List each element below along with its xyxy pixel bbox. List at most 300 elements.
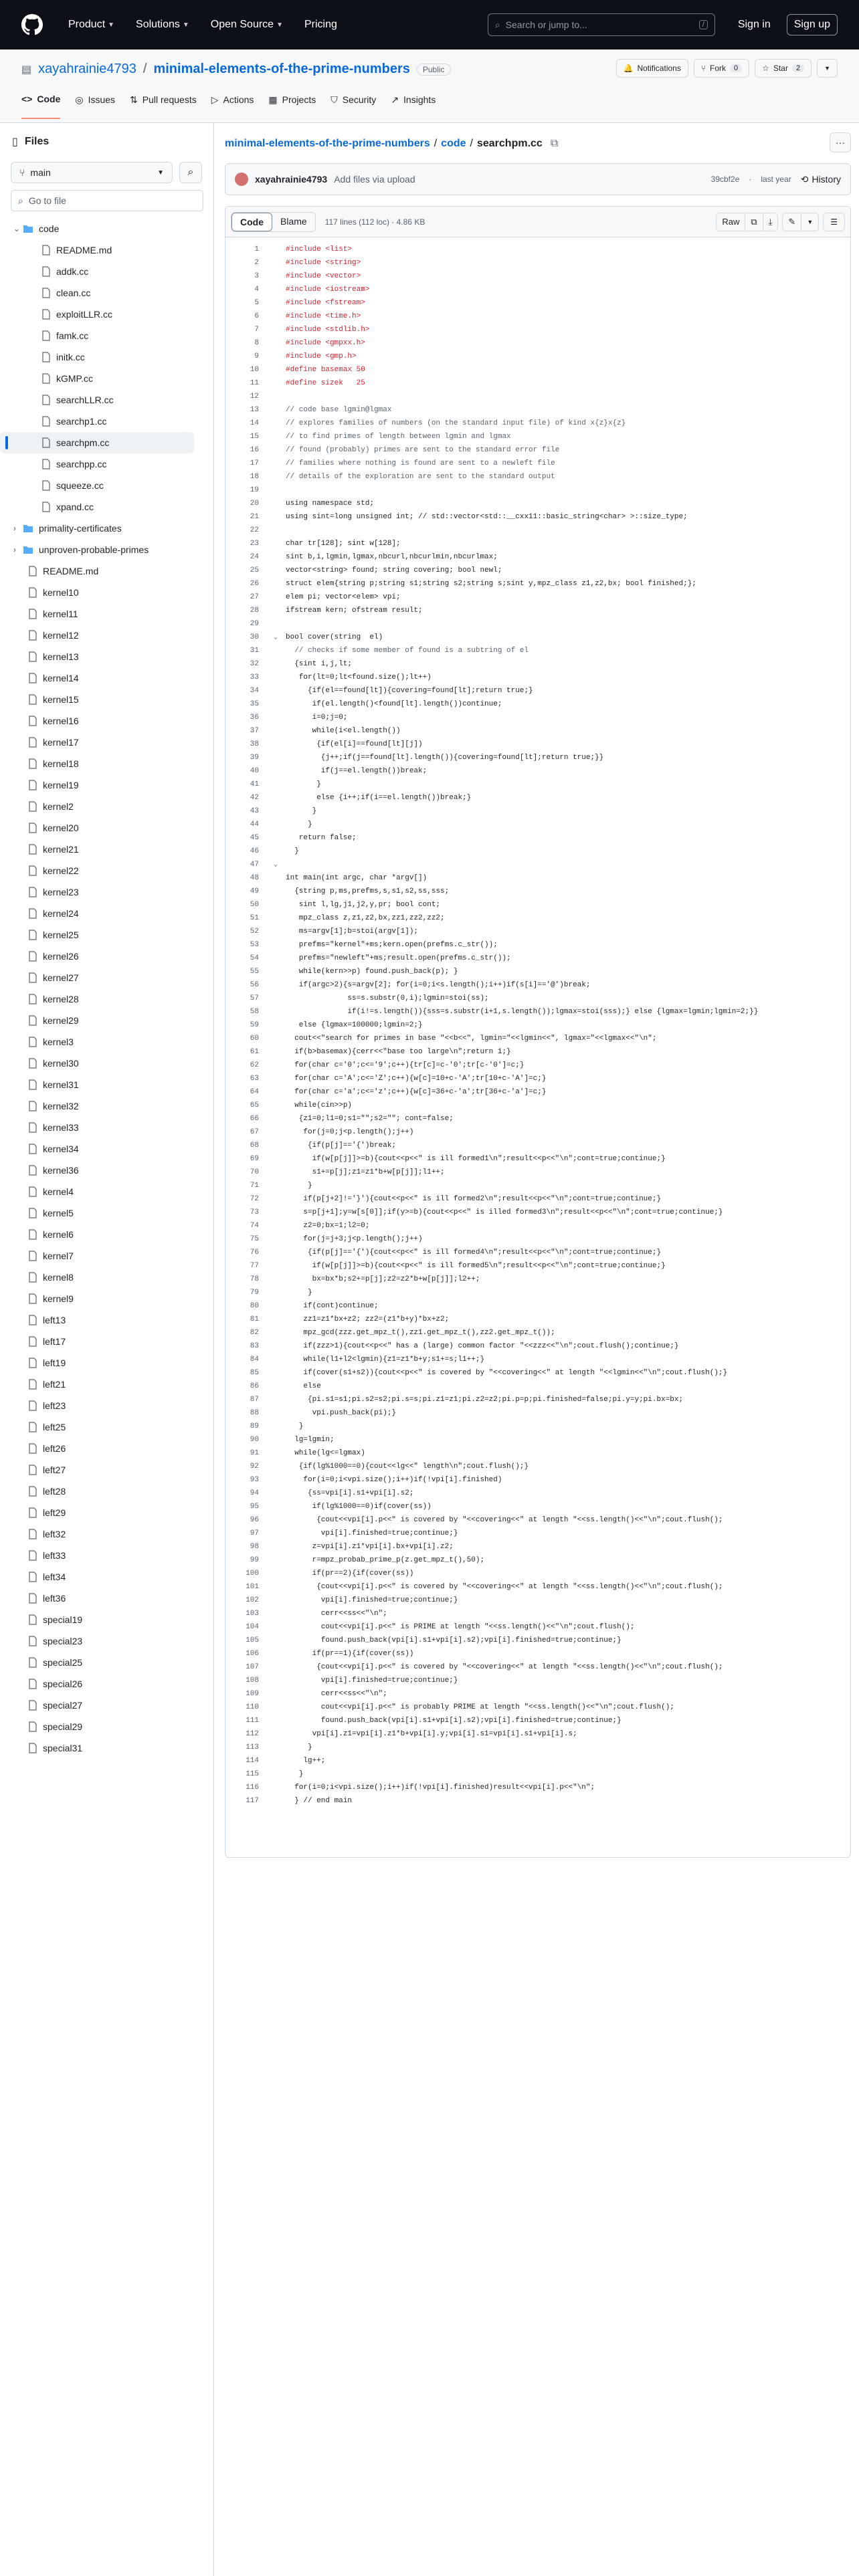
line-number[interactable]: 51 [250,914,259,922]
line-number[interactable]: 88 [250,1409,259,1417]
line-number[interactable]: 25 [250,566,259,574]
code-line [225,1460,850,1473]
code-line-text: if(argc>2){s=argv[2]; for(i=0;i<s.length();i++)if(s[i]=='@')break; [286,981,591,989]
line-number[interactable]: 90 [250,1436,259,1444]
tree-file-item[interactable] [0,1224,214,1245]
tree-file-item[interactable] [0,1352,214,1374]
line-number[interactable]: 10 [250,366,259,374]
line-number[interactable]: 65 [250,1101,259,1109]
tree-file-item[interactable] [0,582,214,603]
code-line [225,1313,850,1326]
fold-gutter [266,417,286,430]
line-number[interactable]: 107 [246,1663,259,1671]
tree-file-item[interactable] [0,1309,214,1331]
go-to-file-input[interactable] [11,190,203,211]
fold-gutter [266,1299,286,1313]
line-number[interactable]: 35 [250,700,259,708]
code-line-text: #include <stdlib.h> [286,326,370,334]
line-number[interactable]: 4 [254,286,259,294]
file-search-button[interactable] [179,162,202,183]
line-number[interactable]: 75 [250,1235,259,1243]
line-number[interactable]: 76 [250,1249,259,1257]
tree-file-item[interactable] [0,368,214,389]
line-number[interactable]: 54 [250,954,259,962]
tree-file-item[interactable] [0,475,214,496]
line-number[interactable]: 93 [250,1476,259,1484]
commit-hash[interactable]: 39cbf2e [710,175,740,184]
tab-code[interactable] [21,94,60,119]
code-line-text: vpi[i].finished=true;continue;} [286,1529,458,1537]
line-number[interactable]: 108 [246,1677,259,1685]
tree-file-item[interactable] [0,1010,214,1031]
tree-file-item[interactable] [0,1117,214,1138]
tree-file-item[interactable] [0,1609,214,1630]
tree-file-item[interactable] [0,1695,214,1716]
line-number[interactable]: 79 [250,1289,259,1297]
code-line [225,1567,850,1580]
fold-gutter [266,270,286,283]
fold-gutter [266,283,286,296]
line-number[interactable]: 13 [250,406,259,414]
tree-file-item[interactable] [0,325,214,346]
star-dropdown-button[interactable] [817,59,838,78]
line-number[interactable]: 98 [250,1543,259,1551]
tree-file-item[interactable] [0,1202,214,1224]
tree-file-item[interactable] [0,924,214,946]
more-options-button[interactable] [830,132,851,152]
line-number[interactable]: 50 [250,901,259,909]
line-number[interactable]: 33 [250,673,259,681]
line-number[interactable]: 2 [254,259,259,267]
folder-icon [23,524,33,533]
tree-item-label: README.md [43,566,99,576]
tree-file-item[interactable] [0,1545,214,1566]
line-number[interactable]: 1 [254,245,259,253]
line-number[interactable]: 58 [250,1008,259,1016]
tree-file-item[interactable] [0,732,214,753]
tree-file-item[interactable] [0,1267,214,1288]
line-number[interactable]: 39 [250,754,259,762]
fold-gutter [266,1005,286,1018]
blame-view-tab[interactable]: Blame [280,215,307,227]
notifications-button[interactable] [616,59,688,78]
code-line [225,898,850,911]
code-line-text: ifstream kern; ofstream result; [286,607,423,615]
line-number[interactable]: 52 [250,928,259,936]
code-line-text: cout<<vpi[i].p<<" is PRIME at length "<<ss.length()<<"\n";cout.flush(); [286,1623,635,1631]
line-number[interactable]: 55 [250,968,259,976]
line-number[interactable]: 32 [250,660,259,668]
edit-icon[interactable]: ✎ [783,213,801,231]
line-number[interactable]: 87 [250,1396,259,1404]
line-number[interactable]: 3 [254,272,259,280]
code-line-text: {if(el[i]==found[lt][j]) [286,740,423,748]
fold-gutter [266,1085,286,1099]
code-line-text: cout<<vpi[i].p<<" is probably PRIME at length "<<ss.length()<<"\n";cout.flush(); [286,1703,674,1711]
line-number[interactable]: 105 [246,1636,259,1644]
tree-file-item[interactable] [0,1716,214,1737]
line-number[interactable]: 11 [250,379,259,387]
line-number[interactable]: 9 [254,352,259,360]
fold-gutter [266,323,286,336]
tree-file-item[interactable] [0,1502,214,1523]
fold-gutter [266,363,286,377]
line-number[interactable]: 97 [250,1529,259,1537]
tree-file-item[interactable] [0,1095,214,1117]
line-number[interactable]: 80 [250,1302,259,1310]
line-number[interactable]: 28 [250,607,259,615]
line-number[interactable]: 63 [250,1075,259,1083]
line-number[interactable]: 22 [250,526,259,534]
sign-up-button[interactable]: Sign up [787,14,838,35]
file-icon [41,288,51,298]
line-number[interactable]: 6 [254,312,259,320]
avatar[interactable] [235,173,248,186]
tree-file-item[interactable] [0,304,214,325]
line-number[interactable]: 37 [250,727,259,735]
tree-folder-item[interactable] [0,518,214,539]
tree-file-item[interactable] [0,496,214,518]
line-number[interactable]: 7 [254,326,259,334]
line-number[interactable]: 38 [250,740,259,748]
line-number[interactable]: 19 [250,486,259,494]
file-icon [28,1400,37,1411]
tree-file-item[interactable] [0,1395,214,1416]
line-number[interactable]: 71 [250,1182,259,1190]
line-number[interactable]: 30 [250,633,259,641]
line-number[interactable]: 113 [246,1743,259,1751]
tree-file-item[interactable] [0,1459,214,1481]
tree-file-item[interactable] [0,646,214,667]
repo-owner-link[interactable]: xayahrainie4793 [38,62,136,76]
line-number[interactable]: 23 [250,540,259,548]
code-line-text: #include <list> [286,245,353,253]
line-number[interactable]: 106 [246,1650,259,1658]
tree-file-item[interactable] [0,881,214,903]
line-number[interactable]: 95 [250,1503,259,1511]
code-line [225,1246,850,1259]
fold-chevron-icon[interactable]: ⌄ [274,861,278,868]
code-line [225,1005,850,1018]
code-line [225,644,850,657]
tree-file-item[interactable] [0,1588,214,1609]
file-icon [28,1229,37,1240]
tree-item-label: kernel24 [43,908,79,919]
code-line [225,1353,850,1366]
line-number[interactable]: 78 [250,1275,259,1283]
tab-pull-requests[interactable] [130,94,197,119]
code-line-text: if(pr==2){if(cover(ss)) [286,1570,414,1578]
line-number[interactable]: 115 [246,1770,259,1778]
tree-file-item[interactable] [0,796,214,817]
code-line [225,1513,850,1527]
tree-item-label: left26 [43,1443,66,1454]
tree-file-item[interactable] [0,432,194,453]
tree-file-item[interactable] [0,967,214,988]
line-number[interactable]: 47 [250,861,259,869]
nav-pricing[interactable]: Pricing [304,19,337,30]
fold-gutter [266,871,286,885]
tree-file-item[interactable] [0,946,214,967]
tree-file-item[interactable] [0,1245,214,1267]
line-number[interactable]: 61 [250,1048,259,1056]
line-number[interactable]: 114 [246,1757,259,1765]
line-number[interactable]: 53 [250,941,259,949]
tree-file-item[interactable] [0,603,214,625]
tree-file-item[interactable] [0,560,214,582]
tree-file-item[interactable] [0,1331,214,1352]
code-line [225,510,850,524]
tree-folder-item[interactable] [0,218,214,239]
copy-icon[interactable]: ⧉ [550,138,559,149]
line-number[interactable]: 8 [254,339,259,347]
tree-file-item[interactable] [0,903,214,924]
tab-security[interactable] [330,94,376,119]
code-line-text: found.push_back(vpi[i].s1+vpi[i].s2);vpi[i].finished=true;continue;} [286,1636,622,1644]
line-number[interactable]: 101 [246,1583,259,1591]
sign-in-link[interactable]: Sign in [737,19,771,30]
github-logo-icon[interactable] [21,14,43,35]
tab-pull-requests-label: Pull requests [142,94,197,105]
tree-item-label: left32 [43,1529,66,1539]
line-number[interactable]: 91 [250,1449,259,1457]
star-button[interactable] [755,59,812,78]
tab-actions[interactable] [211,94,254,119]
tree-file-item[interactable] [0,261,214,282]
tree-file-item[interactable] [0,389,214,411]
line-number[interactable]: 27 [250,593,259,601]
line-number[interactable]: 14 [250,419,259,427]
file-meta: 117 lines (112 loc) · 4.86 KB [324,217,425,227]
tree-file-item[interactable] [0,239,214,261]
tab-issues[interactable] [75,94,115,119]
line-number[interactable]: 77 [250,1262,259,1270]
line-number[interactable]: 82 [250,1329,259,1337]
file-icon [28,865,37,876]
chevron-down-icon[interactable]: ▼ [801,213,818,231]
file-icon [28,887,37,897]
fold-gutter [266,1620,286,1634]
line-number[interactable]: 96 [250,1516,259,1524]
line-number[interactable]: 15 [250,433,259,441]
line-number[interactable]: 59 [250,1021,259,1029]
code-line [225,256,850,270]
search-icon: ⌕ [187,167,194,178]
chevron-down-icon: ▼ [108,21,115,29]
line-number[interactable]: 116 [246,1784,259,1792]
line-number[interactable]: 62 [250,1061,259,1069]
line-number[interactable]: 44 [250,821,259,829]
tree-file-item[interactable] [0,1416,214,1438]
tree-item-label: searchp1.cc [56,416,107,427]
chevron-right-icon[interactable]: › [13,545,16,554]
tab-insights[interactable] [391,94,436,119]
tree-file-item[interactable] [0,839,214,860]
line-number[interactable]: 86 [250,1382,259,1390]
tree-file-item[interactable] [0,1673,214,1695]
tree-file-item[interactable] [0,1074,214,1095]
line-number[interactable]: 41 [250,780,259,788]
tree-file-item[interactable] [0,1138,214,1160]
repo-name-link[interactable]: minimal-elements-of-the-prime-numbers [153,62,410,76]
line-number[interactable]: 99 [250,1556,259,1564]
line-number[interactable]: 20 [250,500,259,508]
fold-gutter [266,350,286,363]
commit-message[interactable]: Add files via upload [334,174,415,185]
tree-file-item[interactable] [0,282,214,304]
fold-gutter [266,992,286,1005]
line-number[interactable]: 85 [250,1369,259,1377]
breadcrumb-repo-link[interactable]: minimal-elements-of-the-prime-numbers [225,138,430,149]
tree-file-item[interactable] [0,411,214,432]
tree-file-item[interactable] [0,710,214,732]
tree-file-item[interactable] [0,667,214,689]
code-line [225,1674,850,1687]
code-view-tab[interactable]: Code [231,213,272,231]
line-number[interactable]: 72 [250,1195,259,1203]
line-number[interactable]: 100 [246,1570,259,1578]
line-number[interactable]: 46 [250,847,259,855]
line-number[interactable]: 83 [250,1342,259,1350]
line-number[interactable]: 66 [250,1115,259,1123]
line-number[interactable]: 34 [250,687,259,695]
code-line-text: {cout<<vpi[i].p<<" is covered by "<<covering<<" at length "<<ss.length()<<"\n";cout.flush(); [286,1663,723,1671]
tree-file-item[interactable] [0,1737,214,1759]
commit-author[interactable]: xayahrainie4793 [255,174,328,185]
line-number[interactable]: 84 [250,1356,259,1364]
tree-file-item[interactable] [0,1652,214,1673]
line-number[interactable]: 21 [250,513,259,521]
line-number[interactable]: 117 [246,1797,259,1805]
line-number[interactable]: 64 [250,1088,259,1096]
line-number[interactable]: 74 [250,1222,259,1230]
line-number[interactable]: 16 [250,446,259,454]
line-number[interactable]: 69 [250,1155,259,1163]
line-number[interactable]: 5 [254,299,259,307]
line-number[interactable]: 49 [250,887,259,895]
tree-file-item[interactable] [0,1481,214,1502]
line-number[interactable]: 104 [246,1623,259,1631]
tree-file-item[interactable] [0,689,214,710]
line-number[interactable]: 29 [250,620,259,628]
line-number[interactable]: 56 [250,981,259,989]
line-number[interactable]: 48 [250,874,259,882]
tree-file-item[interactable] [0,817,214,839]
file-icon [28,1529,37,1539]
symbols-panel-button[interactable] [823,213,845,231]
raw-button[interactable]: Raw [717,213,745,231]
history-button[interactable] [801,174,841,185]
fold-gutter [266,1527,286,1540]
tree-file-item[interactable] [0,860,214,881]
tree-file-item[interactable] [0,1523,214,1545]
line-number[interactable]: 89 [250,1422,259,1430]
line-number[interactable]: 45 [250,834,259,842]
line-number[interactable]: 92 [250,1463,259,1471]
breadcrumb-dir-link[interactable]: code [441,138,466,149]
tree-file-item[interactable] [0,774,214,796]
line-number[interactable]: 40 [250,767,259,775]
tree-file-item[interactable] [0,1288,214,1309]
tree-file-item[interactable] [0,1630,214,1652]
line-number[interactable]: 17 [250,459,259,467]
code-line [225,1393,850,1406]
line-number[interactable]: 57 [250,994,259,1002]
line-number[interactable]: 94 [250,1489,259,1497]
line-number[interactable]: 24 [250,553,259,561]
tree-file-item[interactable] [0,1438,214,1459]
line-number[interactable]: 68 [250,1142,259,1150]
tree-file-item[interactable] [0,753,214,774]
file-icon [28,1679,37,1689]
fold-gutter [266,724,286,738]
line-number[interactable]: 109 [246,1690,259,1698]
line-number[interactable]: 67 [250,1128,259,1136]
fork-button[interactable] [694,59,749,78]
line-number[interactable]: 103 [246,1610,259,1618]
line-number[interactable]: 73 [250,1208,259,1216]
line-number[interactable]: 81 [250,1315,259,1323]
line-number[interactable]: 111 [246,1717,259,1725]
line-number[interactable]: 112 [246,1730,259,1738]
line-number[interactable]: 26 [250,580,259,588]
fold-gutter [266,310,286,323]
tab-projects[interactable] [268,94,316,119]
tree-file-item[interactable] [0,453,214,475]
tree-file-item[interactable] [0,625,214,646]
copy-raw-icon[interactable]: ⧉ [745,213,763,231]
tree-item-label: searchpp.cc [56,459,107,469]
tree-file-item[interactable] [0,1160,214,1181]
download-icon[interactable]: ⤓ [763,213,778,231]
tree-item-label: kernel7 [43,1251,74,1261]
sidebar-collapse-icon[interactable]: ▯ [12,136,18,148]
tree-file-item[interactable] [0,1181,214,1202]
line-number[interactable]: 42 [250,794,259,802]
tree-file-item[interactable] [0,1053,214,1074]
chevron-down-icon[interactable]: ⌄ [13,224,21,233]
line-number[interactable]: 102 [246,1596,259,1604]
line-number[interactable]: 43 [250,807,259,815]
line-number[interactable]: 18 [250,473,259,481]
branch-selector[interactable] [11,162,173,183]
line-number[interactable]: 31 [250,647,259,655]
nav-solutions[interactable] [136,19,189,31]
file-icon [41,309,51,320]
code-line [225,417,850,430]
tree-file-item[interactable] [0,1566,214,1588]
global-search-input[interactable] [488,13,715,36]
code-line [225,1754,850,1767]
fold-gutter [266,1754,286,1767]
code-line-text: // explores families of numbers (on the standard input file) of kind x{z}x{z} [286,419,626,427]
nav-open-source[interactable] [211,19,283,31]
line-number[interactable]: 12 [250,393,259,401]
line-number[interactable]: 36 [250,714,259,722]
tree-file-item[interactable] [0,346,214,368]
tree-file-item[interactable] [0,1031,214,1053]
tree-folder-item[interactable] [0,539,214,560]
tree-item-label: searchLLR.cc [56,395,114,405]
tree-file-item[interactable] [0,988,214,1010]
line-number[interactable]: 70 [250,1168,259,1176]
tree-file-item[interactable] [0,1374,214,1395]
nav-product[interactable] [68,19,114,31]
chevron-right-icon[interactable]: › [13,524,16,533]
fold-chevron-icon[interactable]: ⌄ [274,634,278,641]
line-number[interactable]: 110 [246,1703,259,1711]
line-number[interactable]: 60 [250,1035,259,1043]
